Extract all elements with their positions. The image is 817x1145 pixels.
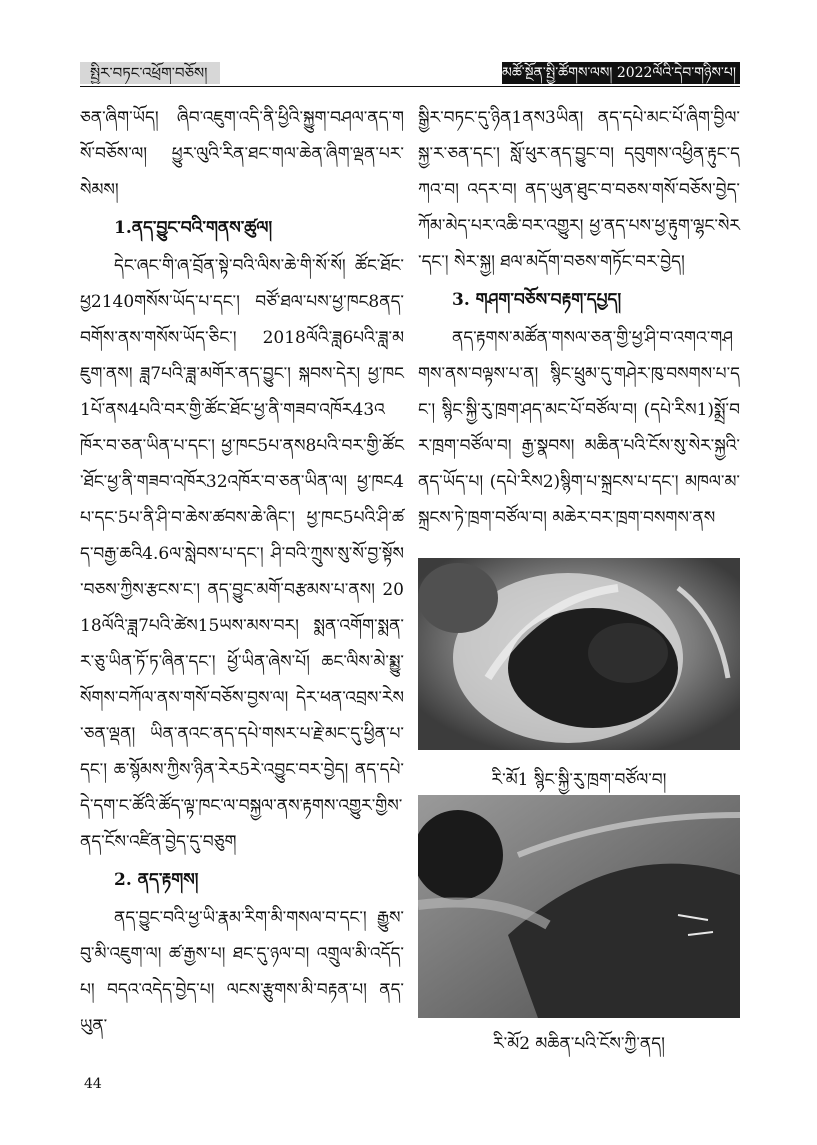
section-heading: 3. གཤག་བཅོས་བརྟག་དཔྱད། xyxy=(452,290,622,310)
header-rule xyxy=(80,86,740,87)
journal-section-label: སྤྱིར་བཏང་འཕྲོག་བཅོས། xyxy=(80,62,220,84)
body-paragraph: སྒྱིར་བཏང་དུ་ཉིན1ནས3ཡིན། ནད་དཔེ་མང་པོ་ཞིག་བྱིལ་སྐྱ་ར་ཅན་དང་། སློ་ཕུར་ནད་བྱུང་བ། དབུགས་འཕྱིན་རྟུང་དཀའ་བ། འདར་བ། ནད་ཡུན་ཐུང་བ་བཅས་གསོ་བཅོས་བྱེད་ཀོམ་མེད་པར་འཆི་བར་འགྱུར། ཕྱ་ནད་པས་ཕྱ་རྟུག་ལྷང་སེར་དང་། སེར་སྐྱ། ཐལ་མདོག་བཅས་གཏོང་བར་བྱེད། xyxy=(418,108,740,272)
body-paragraph: ནད་བྱུང་བའི་ཕྱ་ཡི་རྣམ་རིག་མི་གསལ་བ་དང་། རྒྱུས་བུ་མི་འཇུག་ལ། ཚ་རྒྱས་པ། ཐང་དུ་ཉལ་བ། འགྲུལ་མི་འདོད་པ། བདའ་འདེད་བྱེད་པ། ལངས་རྩུགས་མི་བརྟན་པ། ནད་ཡུན་ xyxy=(80,908,404,1036)
figure-1-caption: རི་མོ1 སྙིང་སྐྱི་རུ་ཁྲག་བཙོལ་བ། xyxy=(491,770,667,790)
left-column xyxy=(80,100,404,1044)
section-heading: 2. ནད་རྟགས། xyxy=(114,870,199,890)
body-paragraph: ཅན་ཞིག་ཡོད། ཞིབ་འཇུག་འདི་ནི་ཕྱིའི་སྐྱུག་བཤལ་ནད་གསོ་བཅོས་ལ། ཕྱུར་ལུའི་རིན་ཐང་གལ་ཆེན་ཞིག་ལྡན་པར་སེམས། xyxy=(80,108,404,200)
section-heading: 1.ནད་བྱུང་བའི་གནས་ཚུལ། xyxy=(114,218,273,238)
figure-1-photo xyxy=(418,558,740,750)
journal-issue-label: མཚོ་སྔོན་སྤྱི་ཚོགས་ལས། 2022ལོའི་དེབ་གཉིས་པ། xyxy=(502,62,740,84)
body-paragraph: དེང་ཞང་གི་ཞ་བྲོན་སྟེ་བའི་ལིས་ཆེ་གི་སོ་སོ། ཚོང་ཐོང་ཕྱ2140གསོས་ཡོད་པ་དང་། བཙོ་ཐལ་པས་ཕྱ་ཁང8ནད་བགོས་ནས་གསོས་ཡོད་ཅིང་། 2018ལོའི་ཟླ6པའི་ཟླ་མཇུག་ནས། ཟླ7པའི་ཟླ་མགོར་ནད་བྱུང་། སྐབས་དེར། ཕྱ་ཁང1པོ་ནས4པའི་བར་གྱི་ཚོང་ཐོང་ཕྱ་ནི་གཟབ་འཁོར43འཁོར་བ་ཅན་ཡིན་པ་དང་། ཕྱ་ཁང5པ་ནས8པའི་བར་གྱི་ཚོང་ཐོང་ཕྱ་ནི་གཟབ་འཁོར32འཁོར་བ་ཅན་ཡིན་ལ། ཕྱ་ཁང4པ་དང་5པ་ནི་ཤི་བ་ཆེས་ཚབས་ཆེ་ཞིང་། ཕྱ་ཁང5པའི་ཤི་ཚད་བརྒྱ་ཆའི4.6ལ་སླེབས་པ་དང་། ཤི་བའི་ཀྲུས་སུ་སོ་བྱ་སྟོས་བཅས་ཀྱིས་རྩངས་ང་། ནད་བྱུང་མགོ་བརྩམས་པ་ནས། 2018ལོའི་ཟླ7པའི་ཚེས15ཡས་མས་བར། སྨན་འགོག་སྨན་ར་ཅུ་ཡིན་ཏོ་ཏ་ཞིན་དང་། ཕྱོ་ཡིན་ཞེས་པོ། ཆང་ལིས་མེ་སྨྱུ་སོགས་བཀོལ་ནས་གསོ་བཅོས་བྱས་ལ། དེར་ཕན་འབྲས་རེས་ཅན་ལྡན། ཡིན་ནའང་ནད་དཔེ་གསར་པ་རྗེ་མང་དུ་ཕྱིན་པ་དང་། ཆ་སྙོམས་ཀྱིས་ཉིན་རེར5རེ་འབྱུང་བར་བྱེད། ནད་དཔེ་དེ་དག་ང་ཚོའི་ཚོད་ལྟ་ཁང་ལ་བསྐྱལ་ནས་རྟགས་འགྱུར་གྱིས་ནད་ངོས་འཛིན་བྱེད་དུ་བཅུག xyxy=(80,256,404,852)
figure-2-caption: རི་མོ2 མཆིན་པའི་ངོས་ཀྱི་ནད། xyxy=(493,1034,665,1054)
page-number: 44 xyxy=(84,1076,102,1092)
right-column xyxy=(418,100,740,536)
body-paragraph: ནད་རྟགས་མཚོན་གསལ་ཅན་གྱི་ཕྱ་ཤི་བ་འགའ་གཤགས་ནས་བལྟས་པ་ན། སྙིང་ཕྲུམ་དུ་གཤེར་ཁུ་བསགས་པ་དང་། སྙིང་སྐྱི་རུ་ཁྲག་ཤད་མང་པོ་བཙོལ་བ། (དཔེ་རིས1)སྨྲོ་བར་ཁྲག་བཙོལ་བ། རྒྱ་སྣབས། མཆིན་པའི་ངོས་སུ་སེར་སྐྱའི་ནད་ཡོད་པ། (དཔེ་རིས2)སྙིག་པ་སྐྲངས་པ་དང་། མཁལ་མ་སྐྲངས་ཏེ་ཁྲག་བཙོལ་བ། མཆེར་བར་ཁྲག་བསགས་ནས xyxy=(418,328,740,528)
figure-2-photo xyxy=(418,795,740,1018)
